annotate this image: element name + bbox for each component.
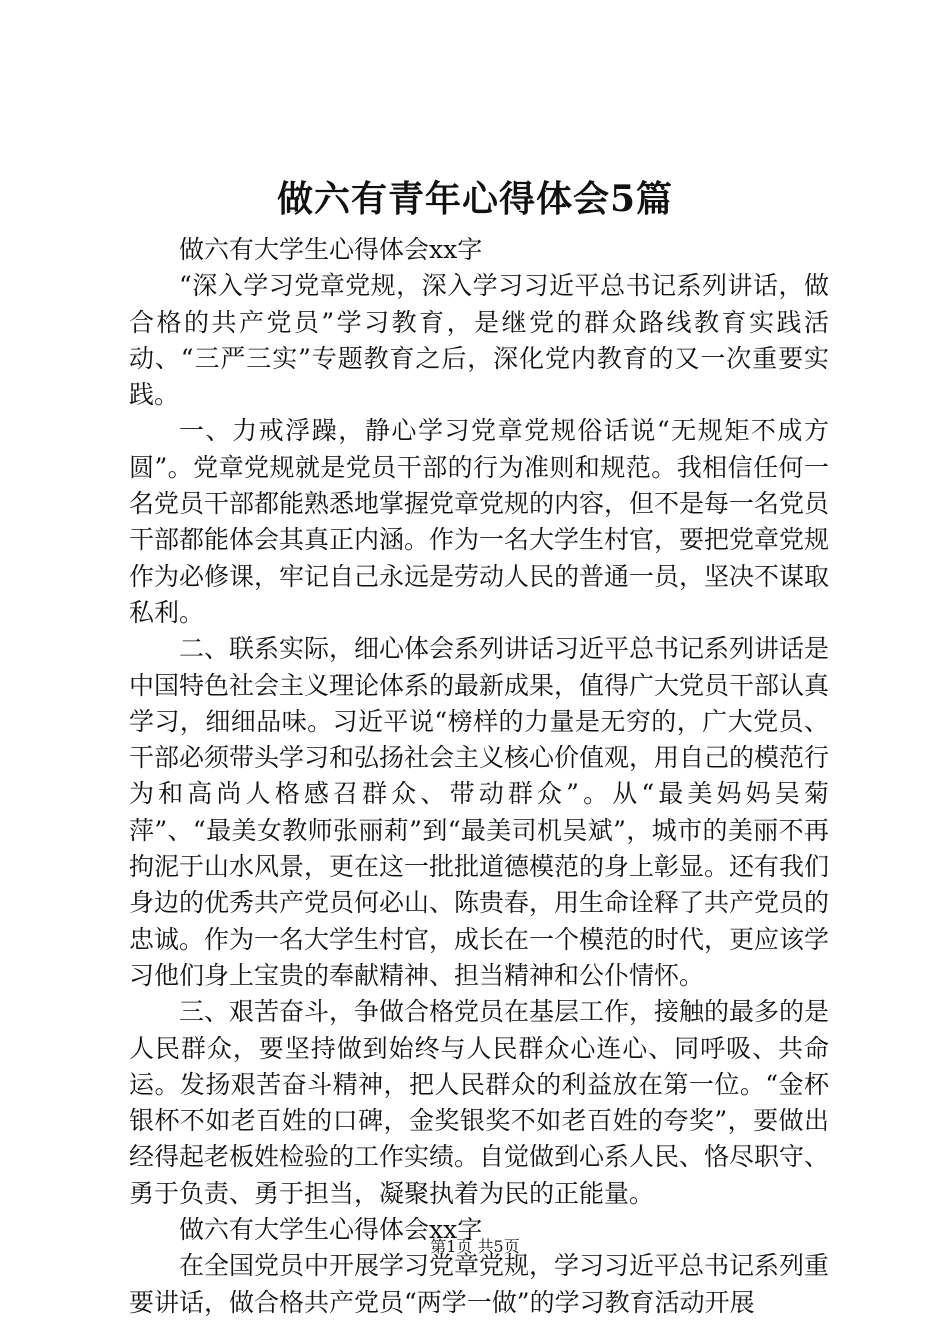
intro-paragraph: “深入学习党章党规，深入学习习近平总书记系列讲话，做合格的共产党员”学习教育，是继党的群众路线教育实践活动、“三严三实”专题教育之后，深化党内教育的又一次重要实践。: [129, 271, 829, 410]
document-body: [129, 232, 829, 1321]
subheading-paragraph: 做六有大学生心得体会xx字: [179, 235, 483, 264]
document-title: 做六有青年心得体会5篇: [276, 178, 674, 220]
closing-paragraph: 在全国党员中开展学习党章党规，学习习近平总书记系列重要讲话，做合格共产党员“两学一做”的学习教育活动开展: [129, 1251, 830, 1317]
section-one-paragraph: 一、力戒浮躁，静心学习党章党规俗话说“无规矩不成方圆”。党章党规就是党员干部的行为准则和规范。我相信任何一名党员干部都能熟悉地掌握党章党规的内容，但不是每一名党员干部都能体会其真正内涵。作为一名大学生村官，要把党章党规作为必修课，牢记自己永远是劳动人民的普通一员，坚决不谋取私利。: [129, 416, 830, 627]
page-footer: 第1页 共5页: [430, 1237, 520, 1256]
section-three-paragraph: 三、艰苦奋斗，争做合格党员在基层工作，接触的最多的是人民群众，要坚持做到始终与人民群众心连心、同呼吸、共命运。发扬艰苦奋斗精神，把人民群众的利益放在第一位。“金杯银杯不如老百姓的口碑，金奖银奖不如老百姓的夸奖”，要做出经得起老板姓检验的工作实绩。自觉做到心系人民、恪尽职守、勇于负责、勇于担当，凝聚执着为民的正能量。: [129, 997, 830, 1208]
subheading-paragraph-second: 做六有大学生心得体会xx字: [179, 1215, 483, 1245]
section-two-paragraph: 二、联系实际，细心体会系列讲话习近平总书记系列讲话是中国特色社会主义理论体系的最新成果，值得广大党员干部认真学习，细细品味。习近平说“榜样的力量是无穷的，广大党员、干部必须带头学习和弘扬社会主义核心价值观，用自己的模范行为和高尚人格感召群众、带动群众”。从“最美妈妈吴菊萍”、“最美女教师张丽莉”到“最美司机吴斌”，城市的美丽不再拘泥于山水风景，更在这一批批道德模范的身上彰显。还有我们身边的优秀共产党员何必山、陈贵春，用生命诠释了共产党员的忠诚。作为一名大学生村官，成长在一个模范的时代，更应该学习他们身上宝贵的奉献精神、担当精神和公仆情怀。: [129, 634, 830, 990]
